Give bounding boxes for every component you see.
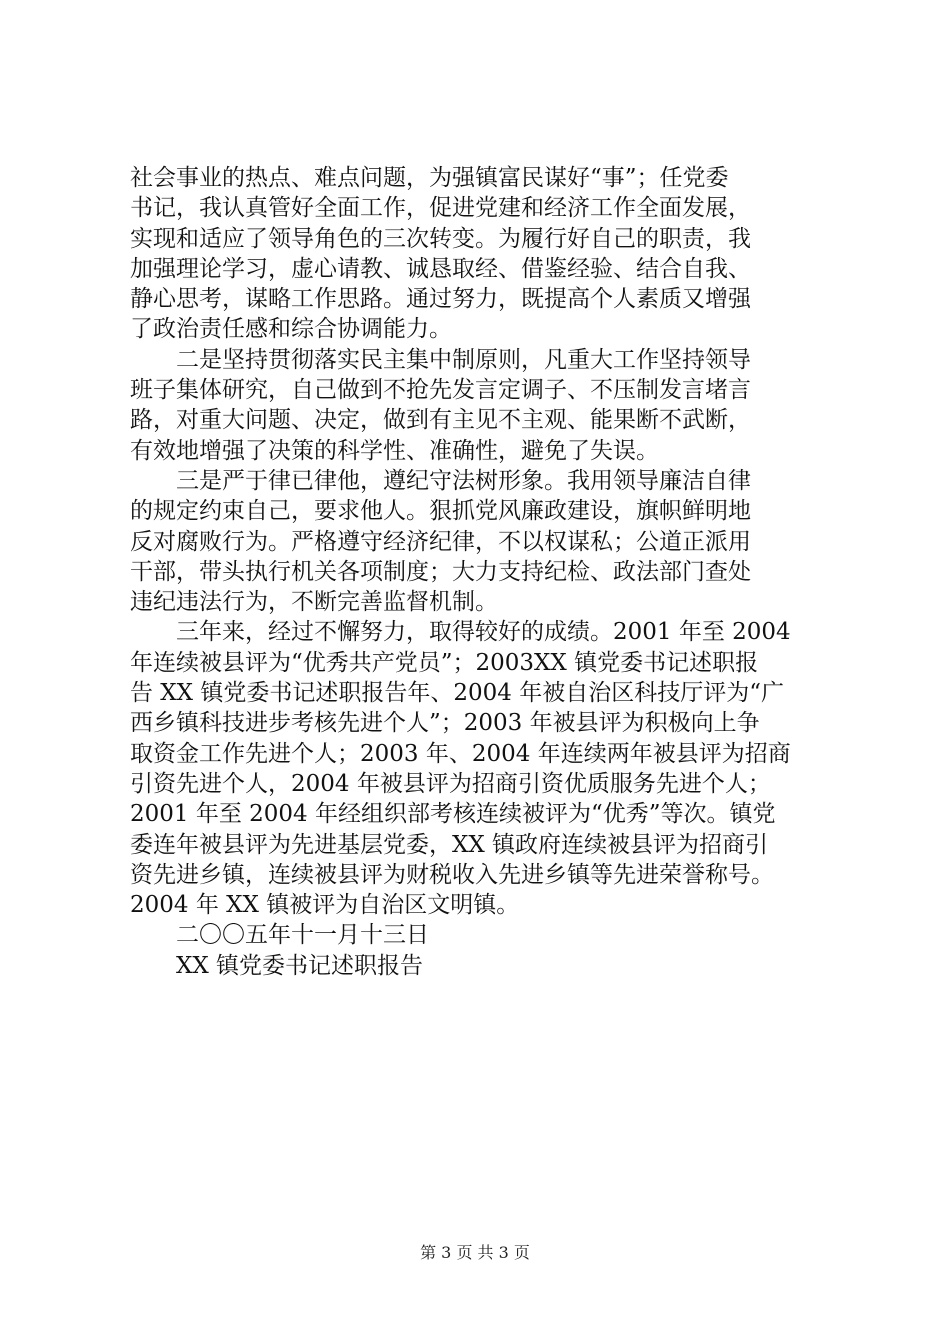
report-title-line: XX 镇党委书记述职报告 bbox=[176, 952, 424, 979]
text-line: 三是严于律已律他，遵纪守法树形象。我用领导廉洁自律 bbox=[176, 467, 751, 494]
text-line: 告 XX 镇党委书记述职报告年、2004 年被自治区科技厅评为“广 bbox=[130, 680, 784, 707]
page-footer: 第 3 页 共 3 页 bbox=[420, 1243, 530, 1262]
paragraph-achievements bbox=[130, 617, 850, 920]
paragraph-democratic-centralism bbox=[130, 345, 850, 466]
document-body bbox=[130, 163, 850, 981]
text-line: 社会事业的热点、难点问题，为强镇富民谋好“事”；任党委 bbox=[130, 165, 729, 191]
text-line: 加强理论学习，虚心请教、诚恳取经、借鉴经验、结合自我、 bbox=[130, 255, 751, 282]
text-line: 违纪违法行为，不断完善监督机制。 bbox=[130, 589, 498, 616]
text-line: 书记，我认真管好全面工作，促进党建和经济工作全面发展， bbox=[130, 195, 751, 222]
paragraph-self-discipline bbox=[130, 466, 850, 617]
text-line: 有效地增强了决策的科学性、准确性，避免了失误。 bbox=[130, 437, 659, 464]
text-line: 静心思考，谋略工作思路。通过努力，既提高个人素质又增强 bbox=[130, 286, 751, 313]
paragraph-continuation bbox=[130, 163, 850, 345]
text-line: 班子集体研究，自己做到不抢先发言定调子、不压制发言堵言 bbox=[130, 377, 751, 404]
text-line: 二是坚持贯彻落实民主集中制原则，凡重大工作坚持领导 bbox=[176, 346, 751, 373]
date-line: 二〇〇五年十一月十三日 bbox=[176, 922, 429, 949]
text-line: 反对腐败行为。严格遵守经济纪律，不以权谋私；公道正派用 bbox=[130, 528, 751, 555]
text-line: 年连续被县评为“优秀共产党员”；2003XX 镇党委书记述职报 bbox=[130, 649, 759, 676]
text-line: 的规定约束自己，要求他人。狠抓党风廉政建设，旗帜鲜明地 bbox=[130, 498, 751, 525]
text-line: 路，对重大问题、决定，做到有主见不主观、能果断不武断， bbox=[130, 407, 751, 434]
text-line: 了政治责任感和综合协调能力。 bbox=[130, 316, 452, 343]
text-line: 引资先进个人，2004 年被县评为招商引资优质服务先进个人； bbox=[130, 770, 771, 797]
text-line: 三年来，经过不懈努力，取得较好的成绩。2001 年至 2004 bbox=[176, 619, 791, 646]
text-line: 委连年被县评为先进基层党委，XX 镇政府连续被县评为招商引 bbox=[130, 831, 769, 858]
text-line: 实现和适应了领导角色的三次转变。为履行好自己的职责，我 bbox=[130, 225, 751, 252]
text-line: 2004 年 XX 镇被评为自治区文明镇。 bbox=[130, 892, 520, 919]
text-line: 2001 年至 2004 年经组织部考核连续被评为“优秀”等次。镇党 bbox=[130, 801, 776, 828]
text-line: 西乡镇科技进步考核先进个人”；2003 年被县评为积极向上争 bbox=[130, 710, 760, 737]
text-line: 取资金工作先进个人；2003 年、2004 年连续两年被县评为招商 bbox=[130, 740, 791, 767]
text-line: 资先进乡镇，连续被县评为财税收入先进乡镇等先进荣誉称号。 bbox=[130, 861, 774, 888]
text-line: 干部，带头执行机关各项制度；大力支持纪检、政法部门查处 bbox=[130, 558, 751, 585]
